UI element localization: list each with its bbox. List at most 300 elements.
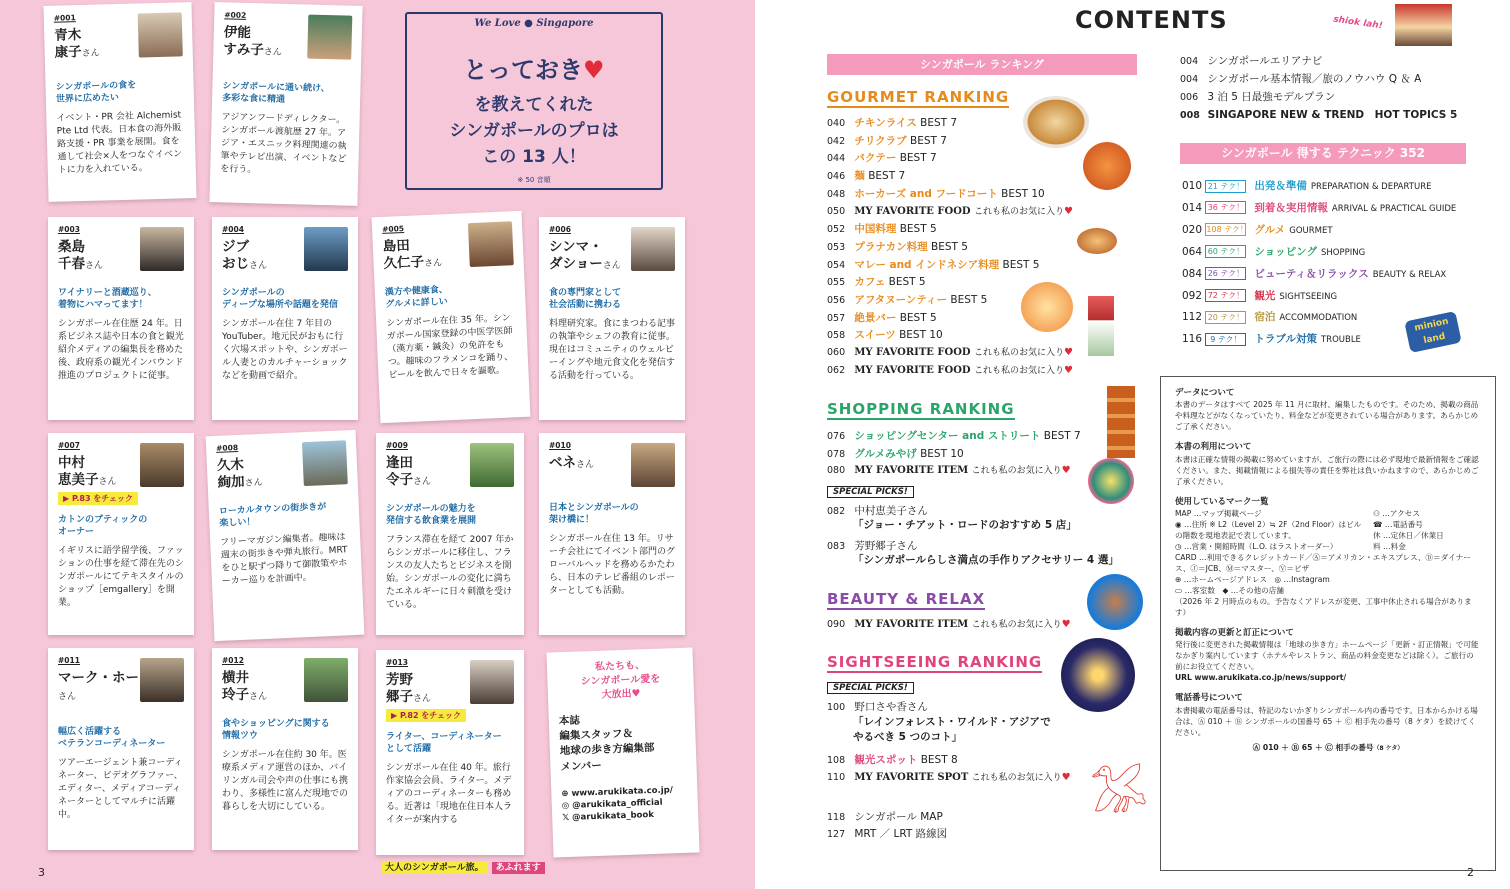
- rank-label: バクテー: [854, 152, 897, 165]
- person-name: [386, 455, 458, 489]
- tech-en: GOURMET: [1289, 225, 1333, 236]
- honorific: さん: [81, 48, 100, 59]
- rank-best: BEST 7: [1043, 430, 1081, 442]
- person-photo: [631, 443, 675, 487]
- tiffin-photo: [1107, 386, 1135, 458]
- rank-label: カフェ: [854, 276, 886, 289]
- map-row[interactable]: [827, 826, 947, 841]
- data-h2: 本書の利用について: [1175, 442, 1252, 453]
- rank-label: プラナカン料理: [854, 240, 928, 253]
- mark-hours: ◷ …営業・開館時間（L.O. はラストオーダー）: [1175, 541, 1338, 551]
- pick-row[interactable]: [827, 538, 917, 553]
- page-num: 052: [827, 224, 846, 236]
- name-text: 横井 玲子: [222, 669, 249, 703]
- person-name: [223, 24, 296, 60]
- card-number: #007: [58, 441, 80, 450]
- name-text: 島田 久仁子: [382, 237, 425, 272]
- page-num: 020: [1182, 223, 1203, 236]
- food-photo-3: [1077, 228, 1117, 254]
- rank-label: 絶景バー: [854, 311, 897, 324]
- rank-label: チキンライス: [854, 117, 917, 129]
- heart-icon: ♥: [583, 56, 605, 84]
- support-url[interactable]: URL www.arukikata.co.jp/news/support/: [1175, 673, 1347, 683]
- top-row[interactable]: [1180, 107, 1457, 122]
- gourmet-row[interactable]: [827, 310, 937, 325]
- tech-jp: ショッピング: [1254, 245, 1317, 258]
- tech-en: SHOPPING: [1320, 247, 1366, 258]
- technique-row[interactable]: [1182, 244, 1365, 259]
- headline: ライター、コーディネーター として活躍: [386, 731, 502, 755]
- x-icon: 𝕏: [562, 812, 573, 824]
- top-row[interactable]: [1180, 71, 1421, 86]
- order-note: ※ 50 音順: [517, 176, 551, 184]
- page-num: 060: [827, 347, 846, 359]
- headline: 食の専門家として 社会活動に携わる: [549, 287, 622, 311]
- right-page: [755, 0, 1510, 889]
- page-num: 078: [827, 448, 846, 460]
- rank-best: BEST 5: [1002, 258, 1040, 271]
- person-photo: [304, 227, 348, 271]
- person-name: [549, 455, 621, 472]
- honorific: さん: [263, 47, 282, 58]
- pick-row[interactable]: [827, 699, 928, 714]
- gourmet-row[interactable]: [827, 327, 943, 342]
- top-row[interactable]: [1180, 53, 1322, 68]
- page-num: 092: [1182, 289, 1203, 302]
- headline: 漢方や健康食、 グルメに詳しい: [384, 284, 449, 311]
- page-num: 050: [827, 205, 846, 217]
- food-photo-4: [1021, 282, 1073, 332]
- card-number: #012: [222, 656, 244, 665]
- mark-rooms: ▭ …客室数 ◆ …その他の店舗: [1175, 585, 1284, 595]
- card-number: #004: [222, 225, 244, 234]
- fav-desc: これも私のお気に入り: [973, 206, 1064, 217]
- person-card-004: [212, 217, 358, 420]
- map-row[interactable]: [827, 809, 943, 824]
- pick-title[interactable]: 「シンガポールらしさ満点の手作りアクセサリー 4 選」: [853, 554, 1119, 566]
- page-num: 083: [827, 541, 846, 552]
- page-num: 064: [1182, 245, 1203, 258]
- technique-row[interactable]: [1182, 288, 1337, 303]
- rank-best: BEST 7: [909, 134, 947, 147]
- name-text: 久木 絢加: [216, 456, 245, 491]
- mark-phone: ☎ …電話番号: [1373, 519, 1423, 529]
- person-photo: [140, 658, 184, 702]
- rank-best: BEST 10: [920, 447, 964, 460]
- honorific: さん: [413, 693, 432, 704]
- beauty-heading: BEAUTY & RELAX: [827, 590, 986, 608]
- person-photo: [631, 227, 675, 271]
- bio: シンガポール在住歴 24 年。日系ビジネス誌や日本の食と観光紹介メディアの編集長を務めた後、政府系の観光インバウンド推進のプロジェクトに従事。: [58, 318, 184, 381]
- gourmet-row[interactable]: [827, 221, 937, 236]
- name-text: マーク・ホー: [58, 669, 139, 686]
- tech-en: ARRIVAL & PRACTICAL GUIDE: [1331, 203, 1457, 214]
- tech-jp: 観光: [1254, 289, 1276, 302]
- page-num: 062: [827, 364, 846, 376]
- fav-label: MY FAVORITE ITEM: [854, 619, 969, 630]
- formula-text: Ⓐ 010 ＋ Ⓑ 65 ＋ Ⓒ 相手の番号: [1252, 742, 1374, 752]
- page-num: 004: [1180, 56, 1199, 67]
- tech-jp: 出発＆準備: [1254, 180, 1307, 192]
- page-number-right: 2: [1467, 866, 1474, 879]
- rank-best: BEST 8: [920, 754, 958, 766]
- tech-en: ACCOMMODATION: [1279, 313, 1358, 324]
- page-ref-tag[interactable]: ▶ P.83 をチェック: [58, 492, 138, 506]
- page-num: 080: [827, 465, 846, 476]
- tech-count: 108 テク！: [1206, 225, 1248, 235]
- honorific: さん: [249, 691, 268, 702]
- website-text: www.arukikata.co.jp/: [571, 785, 674, 799]
- singapore-text: Singapore: [536, 18, 594, 29]
- honorific: さん: [602, 260, 621, 271]
- person-card-007: [48, 433, 194, 635]
- person-card-011: [48, 648, 194, 850]
- page-num: 040: [827, 118, 846, 129]
- feature-title-box: [405, 12, 663, 190]
- person-photo: [307, 15, 352, 60]
- gourmet-row[interactable]: [827, 168, 905, 183]
- bio: シンガポール在住 40 年。旅行作家協会会員、ライター。メディアのコーディネーターも務める。近著は「現地在住日本人ライターが案内する: [386, 762, 513, 826]
- rank-label: ショッピングセンター and ストリート: [854, 430, 1041, 442]
- gourmet-row[interactable]: [827, 292, 987, 307]
- rank-best: BEST 10: [899, 329, 943, 342]
- name-text: 中村 恵美子: [58, 454, 99, 488]
- mark-web: ⊕ …ホームページアドレス ◎ …Instagram: [1175, 574, 1330, 584]
- mark-note: （2026 年 2 月時点のもの。予告なくアドレスが変更、工事中休止される場合があります）: [1175, 596, 1472, 617]
- fav-desc: これも私のお気に入り: [973, 365, 1064, 376]
- fav-label: MY FAVORITE SPOT: [854, 772, 969, 783]
- rank-label: マレー and インドネシア料理: [854, 258, 1000, 271]
- tech-count: 60 テク！: [1205, 245, 1246, 258]
- bio: フリーマガジン編集者。趣味は週末の街歩きや弾丸旅行。MRT をひと駅ずつ降りて御散策やホーカー巡りを計画中。: [220, 532, 348, 587]
- shopping-row[interactable]: [827, 463, 1071, 476]
- heart-icon: ♥: [1063, 347, 1073, 359]
- page-num: 057: [827, 312, 846, 324]
- tech-jp: グルメ: [1254, 223, 1286, 236]
- gourmet-row[interactable]: [827, 186, 1045, 201]
- dial-formula: [1175, 742, 1481, 754]
- tech-jp: 到着＆実用情報: [1254, 201, 1328, 214]
- gourmet-row[interactable]: [827, 274, 926, 289]
- member-text: 本誌 編集スタッフ＆ 地球の歩き方編集部 メンバー: [558, 714, 655, 773]
- card-number: #006: [549, 225, 571, 234]
- name-text: ジブ おじ: [222, 238, 249, 272]
- gourmet-row[interactable]: [827, 150, 937, 165]
- data-info-box: [1160, 376, 1496, 871]
- technique-row[interactable]: [1182, 200, 1456, 215]
- page-number-left: 3: [38, 866, 45, 879]
- fav-desc: これも私のお気に入り: [971, 466, 1062, 476]
- name-text: 桑島 千春: [58, 238, 85, 272]
- rank-best: BEST 5: [888, 276, 926, 289]
- fav-desc: これも私のお気に入り: [973, 348, 1064, 359]
- card-number: #008: [215, 442, 239, 453]
- we-love-text: We Love: [474, 18, 521, 29]
- person-photo: [140, 227, 184, 271]
- page-num: 055: [827, 277, 846, 289]
- marina-photo: [1061, 638, 1135, 712]
- tech-jp: ビューティ＆リラックス: [1254, 267, 1369, 280]
- person-card-012: [212, 648, 358, 850]
- rank-label: アフタヌーンティー: [854, 294, 948, 306]
- gourmet-row[interactable]: [827, 363, 1073, 376]
- heart-icon: ♥: [1063, 364, 1073, 376]
- pick-title-2[interactable]: やるべき 5 つのコト」: [853, 731, 963, 743]
- card-number: #001: [53, 13, 76, 23]
- tech-en: PREPARATION & DEPARTURE: [1310, 182, 1432, 192]
- honorific: さん: [58, 691, 77, 702]
- person-card-009: [376, 433, 524, 635]
- rank-best: BEST 10: [1001, 187, 1045, 200]
- card-number: #011: [58, 656, 80, 665]
- gourmet-row[interactable]: [827, 115, 957, 130]
- feature-line-3: シンガポールのプロは: [449, 121, 619, 141]
- pick-who: 野口さや香さん: [854, 701, 928, 713]
- card-number: #013: [386, 658, 408, 667]
- rank-best: BEST 7: [868, 170, 906, 183]
- mark-closed: 休 …定休日／休業日: [1373, 530, 1444, 540]
- heart-icon: ♥: [1061, 465, 1071, 476]
- x-text: @arukikata_book: [571, 809, 655, 823]
- mark-access: ⚇ …アクセス: [1373, 508, 1420, 518]
- page-num: 110: [827, 772, 846, 783]
- page-num: 046: [827, 171, 846, 183]
- name-text: 青木 康子: [54, 26, 82, 61]
- bio: シンガポール在住約 30 年。医療系メディア運営のほか、バイリンガル司会や声の仕事にも携わり、多様性に富んだ現地での暮らしを大切にしている。: [222, 749, 349, 812]
- person-name: [222, 670, 294, 704]
- person-name: [58, 670, 148, 704]
- person-card-010: [539, 433, 685, 635]
- rank-best: BEST 7: [920, 117, 958, 129]
- instagram-icon: ◎: [561, 800, 573, 812]
- bio: イギリスに語学留学後、ファッションの仕事を経て滞在先のシンガポールにてテキスタイルのショップ［emgallery］を開業。: [58, 545, 184, 609]
- headline: カトンのブティックの オーナー: [58, 514, 148, 538]
- person-photo: [470, 443, 514, 487]
- tech-en: SIGHTSEEING: [1279, 291, 1338, 302]
- page-num: 014: [1182, 201, 1203, 214]
- marks-right: [1365, 508, 1444, 552]
- name-text: ベネ: [549, 454, 576, 471]
- heart-icon: ♥: [1061, 619, 1071, 630]
- person-card-006: [539, 217, 685, 420]
- x-row[interactable]: [562, 809, 688, 823]
- fav-desc: これも私のお気に入り: [971, 773, 1062, 783]
- footer-b: あふれます: [492, 862, 545, 874]
- person-photo: [302, 440, 348, 486]
- fav-label: MY FAVORITE FOOD: [854, 205, 971, 217]
- top-title: シンガポールエリアナビ: [1207, 55, 1323, 67]
- data-p2: 本書は正確な情報の掲載に努めていますが、ご旅行の際には必ず現地で最新情報をご確認ください。また、掲載情報による損失等の責任を弊社は負いかねますので、あらかじめご了承ください。: [1175, 454, 1479, 486]
- bio: イベント・PR 会社 Alchemist Pte Ltd 代表。日本食の海外販路支援・PR 事業を展開。食を通して社会×人をつなぐイベントに力を入れている。: [56, 110, 183, 176]
- gourmet-row[interactable]: [827, 239, 968, 254]
- name-text: 伊能 すみ子: [223, 24, 265, 59]
- rank-best: BEST 5: [930, 240, 968, 253]
- card-number: #005: [381, 223, 405, 234]
- special-picks-tag: SPECIAL PICKS!: [827, 486, 914, 498]
- map-title: シンガポール MAP: [854, 811, 943, 823]
- gourmet-row[interactable]: [827, 133, 947, 148]
- marks-left: [1175, 508, 1365, 552]
- sight-row[interactable]: [827, 752, 958, 767]
- feature-line-2: を教えてくれた: [474, 95, 594, 115]
- top-row[interactable]: [1180, 89, 1335, 104]
- rank-best: BEST 5: [899, 223, 937, 236]
- map-title: MRT ／ LRT 路線図: [854, 828, 948, 840]
- headline: シンガポールの魅力を 発信する飲食業を展開: [386, 503, 477, 527]
- data-h1: データについて: [1175, 388, 1235, 398]
- person-name: [58, 239, 130, 273]
- technique-row[interactable]: [1182, 331, 1361, 346]
- page-num: 076: [827, 431, 846, 442]
- person-name: [383, 236, 456, 273]
- honorific: さん: [576, 459, 595, 470]
- special-picks-tag: SPECIAL PICKS!: [827, 682, 914, 694]
- fav-desc: これも私のお気に入り: [971, 620, 1062, 630]
- sightseeing-heading: SIGHTSEEING RANKING: [827, 653, 1043, 671]
- formula-small: （8 ケタ）: [1373, 744, 1404, 752]
- mark-card: CARD …利用できるクレジットカード／Ⓐ＝アメリカン・エキスプレス、Ⓓ＝ダイナース、Ⓙ＝JCB、Ⓜ＝マスター、Ⓥ＝ビザ: [1175, 552, 1471, 573]
- fav-label: MY FAVORITE ITEM: [854, 465, 969, 476]
- rank-best: BEST 5: [899, 311, 937, 324]
- shopping-row[interactable]: [827, 446, 964, 461]
- person-card-005: [372, 211, 531, 423]
- tech-jp: 宿泊: [1254, 311, 1276, 324]
- page-num: 112: [1182, 311, 1203, 324]
- page-num: 100: [827, 702, 846, 713]
- tech-count: 36 テク！: [1205, 201, 1246, 214]
- gourmet-row[interactable]: [827, 345, 1073, 358]
- heart-icon: ♥: [1061, 772, 1071, 783]
- name-text: シンマ・ ダショー: [549, 238, 603, 272]
- headline: 日本とシンガポールの 架け橋に！: [549, 502, 639, 526]
- rank-label: 中国料理: [854, 223, 897, 236]
- rank-label: ホーカーズ and フードコート: [854, 187, 998, 200]
- headline: 幅広く活躍する ベテランコーディネーター: [58, 726, 166, 750]
- plate-photo: [1088, 458, 1134, 504]
- person-name: [222, 239, 294, 273]
- rank-label: チリクラブ: [854, 134, 907, 147]
- page-num: 053: [827, 241, 846, 253]
- pick-title[interactable]: 「ジョー・チアット・ロードのおすすめ 5 店」: [853, 519, 1077, 531]
- card-number: #003: [58, 225, 80, 234]
- page-ref-tag[interactable]: ▶ P.82 をチェック: [386, 709, 466, 723]
- tech-en: TROUBLE: [1320, 335, 1361, 346]
- ibis-illustration: 𓅮: [1090, 768, 1148, 822]
- person-name: [58, 455, 130, 489]
- name-text: 芳野 郷子: [386, 671, 413, 705]
- member-pink-text: 私たちも、 シンガポール愛を 大放出♥: [580, 660, 661, 701]
- person-card-003: [48, 217, 194, 420]
- honorific: さん: [249, 260, 268, 271]
- page-num: 127: [827, 829, 846, 840]
- top-title: 3 泊 5 日最強モデルプラン: [1207, 91, 1336, 103]
- bio: フランス滞在を経て 2007 年からシンガポールに移住し、フランスの友人たちとビジネスを開始。シンガポールの変化に満ちたエネルギーに日々刺激を受けている。: [386, 534, 514, 611]
- technique-row[interactable]: [1182, 222, 1333, 237]
- ranking-bar: シンガポール ランキング: [827, 54, 1137, 75]
- temple-photo: [1087, 574, 1143, 630]
- page-num: 118: [827, 812, 846, 823]
- shopping-row[interactable]: [827, 428, 1081, 443]
- footer-a: 大人のシンガポール旅。: [381, 862, 488, 874]
- tech-count: 72 テク！: [1205, 289, 1246, 302]
- bio: アジアンフードディレクター。シンガポール渡航歴 27 年。アジア・エスニック料理関連の執筆やテレビ出演、イベントなどを行う。: [220, 112, 347, 176]
- card-number: #009: [386, 441, 408, 450]
- technique-row[interactable]: [1182, 309, 1357, 324]
- technique-row[interactable]: [1182, 178, 1431, 193]
- tech-count: 20 テク！: [1205, 311, 1246, 324]
- gourmet-row[interactable]: [827, 204, 1073, 217]
- technique-row[interactable]: [1182, 266, 1446, 281]
- bio: シンガポール在住 35 年。シンガポール国家登録の中医学医師（漢方薬・鍼灸）の免許をもつ。趣味のフラメンコを踊り、ビールを飲んで日々を謳歌。: [386, 313, 514, 381]
- gourmet-heading: GOURMET RANKING: [827, 88, 1010, 106]
- top-title: SINGAPORE NEW & TREND HOT TOPICS 5: [1207, 109, 1458, 121]
- food-photo-1: [1023, 96, 1089, 148]
- headline: シンガポールに通い続け、 多彩な食に精通: [221, 80, 330, 106]
- beauty-row[interactable]: [827, 617, 1071, 630]
- page-num: 082: [827, 506, 846, 517]
- person-name: [217, 455, 290, 492]
- fav-label: MY FAVORITE FOOD: [854, 364, 971, 376]
- shop-photo: [1395, 4, 1452, 46]
- page-num: 044: [827, 153, 846, 165]
- page-num: 058: [827, 330, 846, 342]
- card-number: #002: [224, 10, 247, 20]
- tech-count: 21 テク！: [1205, 180, 1246, 193]
- pick-who: 中村恵美子さん: [854, 505, 928, 517]
- person-photo: [470, 660, 514, 704]
- editorial-member-card: [546, 648, 699, 858]
- rank-label: スイーツ: [854, 329, 896, 342]
- globe-icon: ⊕: [561, 788, 572, 800]
- sight-row[interactable]: [827, 770, 1071, 783]
- feature-line-4: この 13 人！: [482, 147, 586, 167]
- person-card-001: [43, 2, 196, 202]
- person-card-002: [209, 2, 362, 206]
- gourmet-row[interactable]: [827, 257, 1039, 272]
- pick-row[interactable]: [827, 503, 928, 518]
- pick-who: 芳野郷子さん: [854, 540, 918, 552]
- bio: ツアーエージェント兼コーディネーター、ビデオグラファー、エディター、メディアコーディネーターとしてマルチに活躍中。: [58, 757, 183, 820]
- food-photo-2: [1083, 142, 1131, 190]
- tech-jp: トラブル対策: [1254, 333, 1317, 346]
- headline: シンガポールの食を 世界に広めたい: [55, 80, 137, 105]
- page-num: 048: [827, 188, 846, 200]
- we-love-singapore: We Love ● Singapore: [474, 18, 594, 29]
- honorific: さん: [423, 258, 443, 269]
- page-num: 116: [1182, 333, 1203, 346]
- honorific: さん: [413, 476, 432, 487]
- honorific: さん: [98, 476, 117, 487]
- bio: シンガポール在住 13 年。リサーチ会社にてイベント部門のグローバルヘッドを務めるかたわら、日本のテレビ番組のレポーターとしても活動。: [549, 533, 676, 597]
- rank-label: グルメみやげ: [854, 447, 917, 460]
- page-num: 008: [1180, 110, 1200, 121]
- tech-count: 26 テク！: [1205, 267, 1246, 280]
- page-num: 056: [827, 295, 846, 306]
- mark-fee: 料 …料金: [1373, 541, 1406, 551]
- page-num: 006: [1180, 92, 1199, 103]
- rank-best: BEST 7: [899, 152, 937, 165]
- pick-title-1[interactable]: 「レインフォレスト・ワイルド・アジアで: [853, 716, 1051, 728]
- bio: 料理研究家。食にまつわる記事の執筆やシェフの教育に従事。現在はコミュニティのウェルビーイングや地元食文化を発信する活動を行っている。: [549, 318, 676, 381]
- person-photo: [304, 658, 348, 702]
- name-text: 逢田 令子: [386, 454, 413, 488]
- page-num: 054: [827, 259, 846, 271]
- heart-icon: ♥: [1063, 205, 1073, 217]
- feature-line-1: [407, 50, 661, 85]
- card-number: #010: [549, 441, 571, 450]
- rank-best: BEST 5: [950, 294, 988, 306]
- rank-label: 麺: [854, 170, 865, 183]
